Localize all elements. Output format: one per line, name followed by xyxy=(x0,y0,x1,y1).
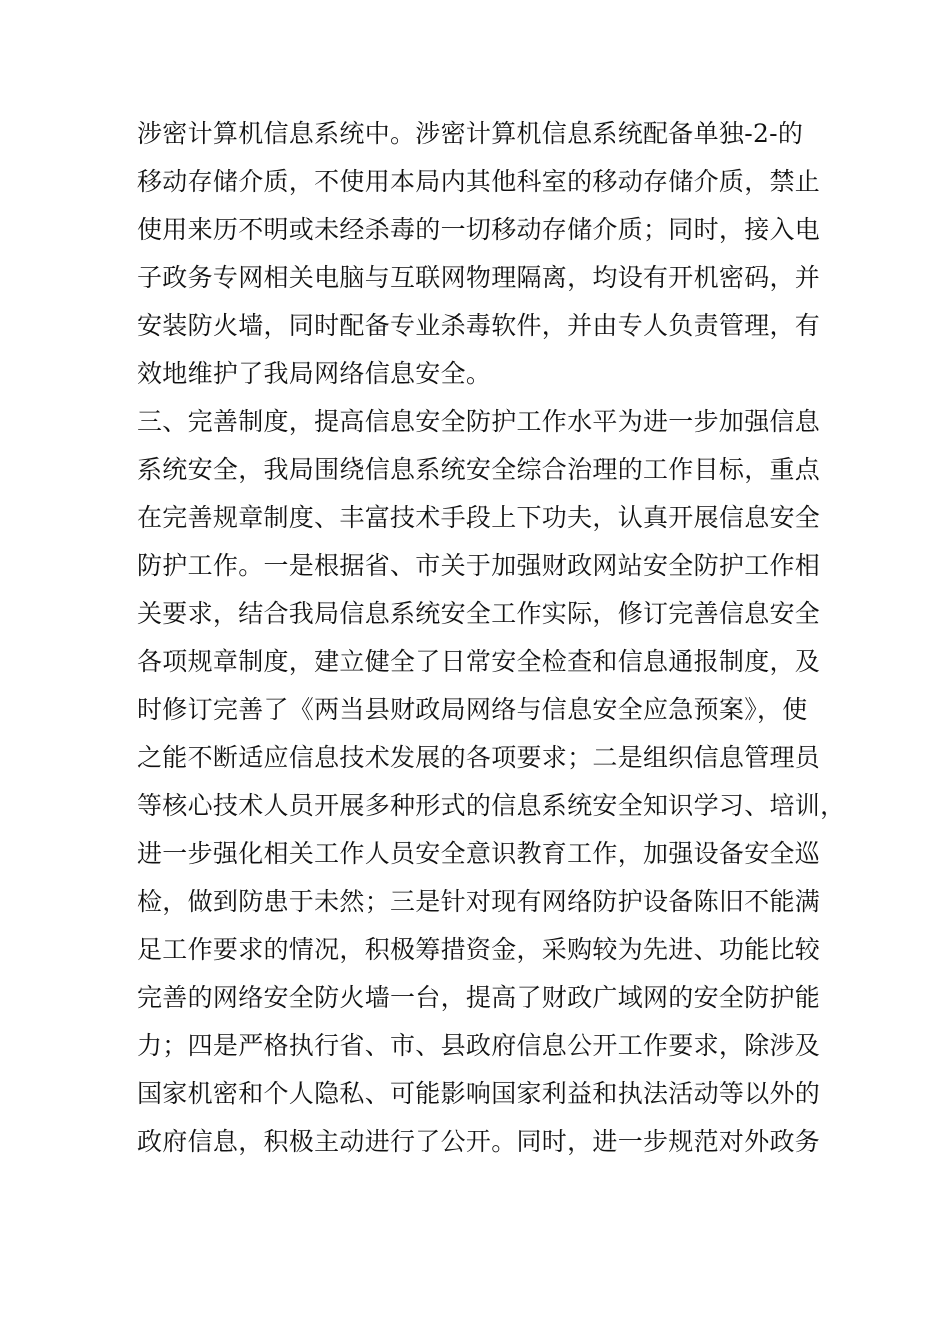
text-line: 足工作要求的情况，积极筹措资金，采购较为先进、功能比较 xyxy=(137,935,821,964)
text-line: 国家机密和个人隐私、可能影响国家利益和执法活动等以外的 xyxy=(137,1079,821,1108)
text-line: 效地维护了我局网络信息安全。 xyxy=(137,359,492,388)
text-line: 完善的网络安全防火墙一台，提高了财政广域网的安全防护能 xyxy=(137,983,821,1012)
text-line: 之能不断适应信息技术发展的各项要求；二是组织信息管理员 xyxy=(137,743,821,772)
text-line: 在完善规章制度、丰富技术手段上下功夫，认真开展信息安全 xyxy=(137,503,821,532)
text-line: 力；四是严格执行省、市、县政府信息公开工作要求，除涉及 xyxy=(137,1031,821,1060)
body-text xyxy=(137,110,846,1166)
text-line: 防护工作。一是根据省、市关于加强财政网站安全防护工作相 xyxy=(137,551,821,580)
text-line: 移动存储介质，不使用本局内其他科室的移动存储介质，禁止 xyxy=(137,167,821,196)
text-line: 检，做到防患于未然；三是针对现有网络防护设备陈旧不能满 xyxy=(137,887,821,916)
section-heading-line: 三、完善制度，提高信息安全防护工作水平为进一步加强信息 xyxy=(137,407,821,436)
text-line: 政府信息，积极主动进行了公开。同时，进一步规范对外政务 xyxy=(137,1127,821,1156)
text-line: 关要求，结合我局信息系统安全工作实际，修订完善信息安全 xyxy=(137,599,821,628)
text-line: 涉密计算机信息系统中。涉密计算机信息系统配备单独-2-的 xyxy=(137,119,804,148)
text-line: 使用来历不明或未经杀毒的一切移动存储介质；同时，接入电 xyxy=(137,215,821,244)
text-line: 系统安全，我局围绕信息系统安全综合治理的工作目标，重点 xyxy=(137,455,821,484)
text-line: 子政务专网相关电脑与互联网物理隔离，均设有开机密码，并 xyxy=(137,263,821,292)
text-line: 进一步强化相关工作人员安全意识教育工作，加强设备安全巡 xyxy=(137,839,821,868)
text-line: 各项规章制度，建立健全了日常安全检查和信息通报制度，及 xyxy=(137,647,821,676)
text-line: 等核心技术人员开展多种形式的信息系统安全知识学习、培训， xyxy=(137,791,846,820)
text-line: 安装防火墙，同时配备专业杀毒软件，并由专人负责管理，有 xyxy=(137,311,821,340)
text-line: 时修订完善了《两当县财政局网络与信息安全应急预案》，使 xyxy=(137,695,808,724)
